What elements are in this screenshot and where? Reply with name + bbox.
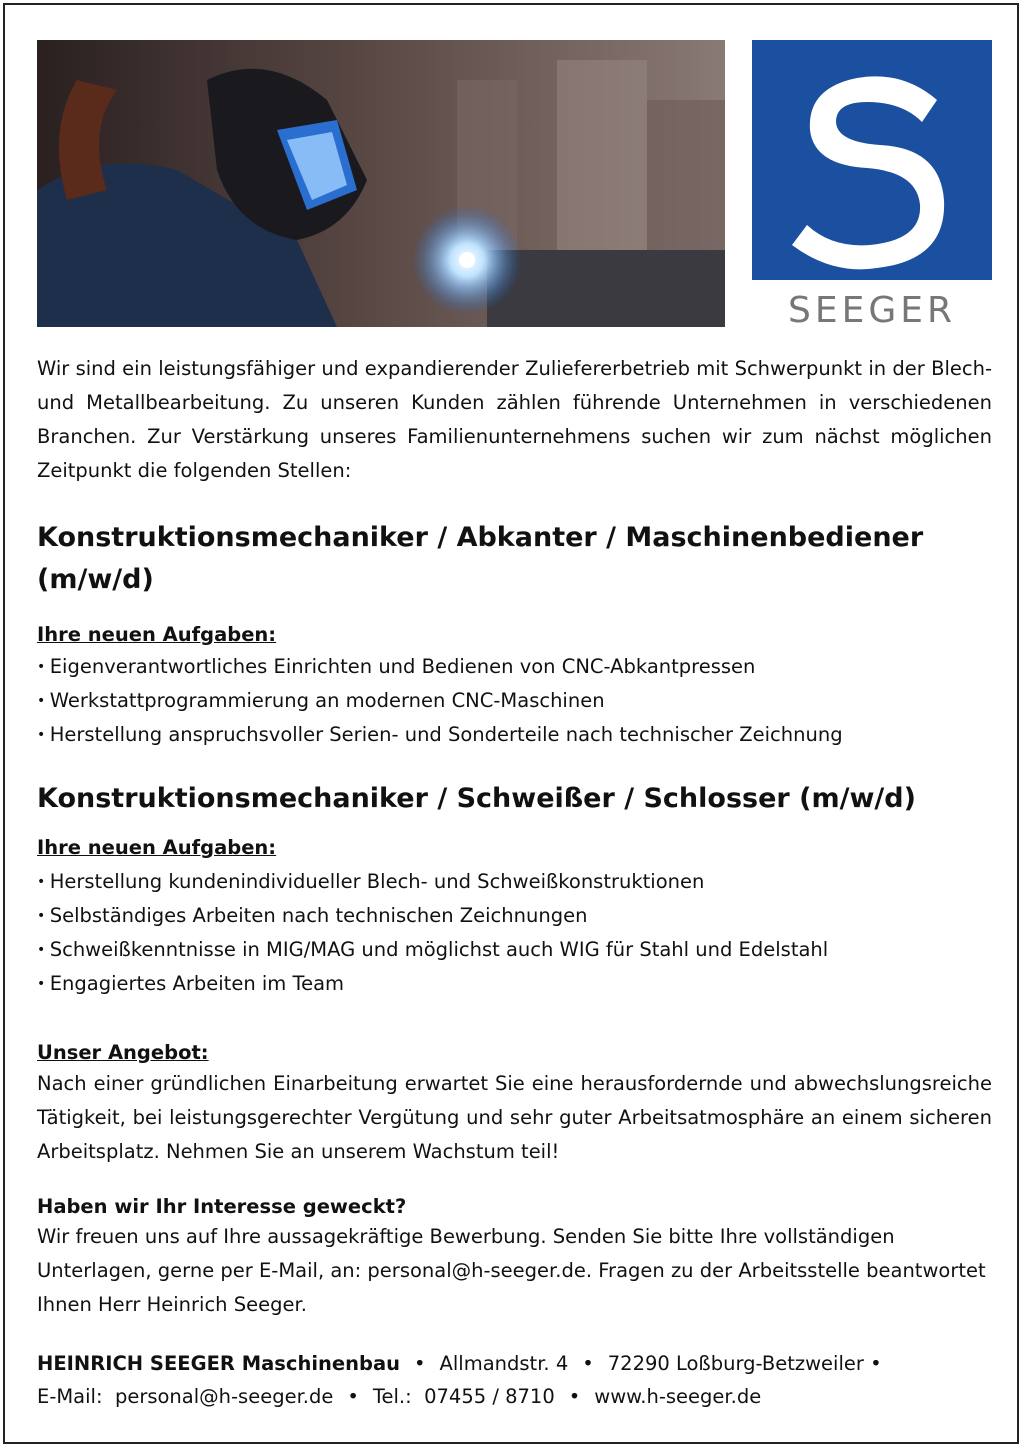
apply-heading: Haben wir Ihr Interesse geweckt? bbox=[37, 1195, 407, 1218]
job2-task-list bbox=[37, 865, 992, 1001]
welder-photo bbox=[37, 40, 725, 327]
street-address: Allmandstr. 4 bbox=[439, 1352, 569, 1375]
intro-paragraph: Wir sind ein leistungsfähiger und expandierender Zuliefererbetrieb mit Schwerpunkt in der Blech- und Metallbearbeitung. Zu unseren Kunden zählen führende Unternehmen in verschiedenen Branchen. Zur Verstärkung unseres Familienunternehmens suchen wir zum nächst möglichen Zeitpunkt die folgenden Stellen: bbox=[37, 357, 992, 482]
list-item: • Schweißkenntnisse in MIG/MAG und möglichst auch WIG für Stahl und Edelstahl bbox=[37, 933, 992, 967]
email-label: E-Mail: bbox=[37, 1385, 103, 1408]
footer-contact bbox=[37, 1347, 992, 1413]
job1-task-list bbox=[37, 650, 992, 752]
seeger-logo bbox=[752, 40, 992, 330]
list-item: • Werkstattprogrammierung an modernen CNC-Maschinen bbox=[37, 684, 992, 718]
apply-paragraph: Wir freuen uns auf Ihre aussagekräftige Bewerbung. Senden Sie bitte Ihre vollständigen Unterlagen, gerne per E-Mail, an: personal@h-seeger.de. Fragen zu der Arbeitsstelle beantwortet Ihnen Herr Heinrich Seeger. bbox=[37, 1225, 986, 1316]
phone-number[interactable]: 07455 / 8710 bbox=[424, 1385, 555, 1408]
website-link[interactable]: www.h-seeger.de bbox=[594, 1385, 762, 1408]
job1-subheading: Ihre neuen Aufgaben: bbox=[37, 623, 277, 646]
list-item: • Herstellung kundenindividueller Blech- und Schweißkonstruktionen bbox=[37, 865, 992, 899]
offer-heading: Unser Angebot: bbox=[37, 1041, 209, 1064]
city-address: 72290 Loßburg-Betzweiler bbox=[607, 1352, 864, 1375]
list-item: • Engagiertes Arbeiten im Team bbox=[37, 967, 992, 1001]
job2-title: Konstruktionsmechaniker / Schweißer / Schlosser (m/w/d) bbox=[37, 783, 916, 814]
list-item: • Selbständiges Arbeiten nach technischen Zeichnungen bbox=[37, 899, 992, 933]
phone-label: Tel.: bbox=[372, 1385, 412, 1408]
list-item: • Herstellung anspruchsvoller Serien- und Sonderteile nach technischer Zeichnung bbox=[37, 718, 992, 752]
footer-line-2: E-Mail: personal@h-seeger.de • Tel.: 07455 / 8710 • www.h-seeger.de bbox=[37, 1385, 762, 1408]
email-link[interactable]: personal@h-seeger.de bbox=[114, 1385, 334, 1408]
offer-paragraph: Nach einer gründlichen Einarbeitung erwartet Sie eine herausfordernde und abwechslungsreiche Tätigkeit, bei leistungsgerechter Vergütung und sehr guter Arbeitsatmosphäre an einem sicheren Arbeitsplatz. Nehmen Sie an unserem Wachstum teil! bbox=[37, 1072, 992, 1163]
job2-subheading: Ihre neuen Aufgaben: bbox=[37, 836, 277, 859]
list-item: • Eigenverantwortliches Einrichten und Bedienen von CNC-Abkantpressen bbox=[37, 650, 992, 684]
logo-wordmark: SEEGER bbox=[788, 290, 956, 331]
job1-title: Konstruktionsmechaniker / Abkanter / Maschinenbediener (m/w/d) bbox=[37, 522, 924, 595]
footer-line-1: HEINRICH SEEGER Maschinenbau • Allmandstr. 4 • 72290 Loßburg-Betzweiler • bbox=[37, 1352, 882, 1375]
company-name: HEINRICH SEEGER Maschinenbau bbox=[37, 1352, 401, 1375]
